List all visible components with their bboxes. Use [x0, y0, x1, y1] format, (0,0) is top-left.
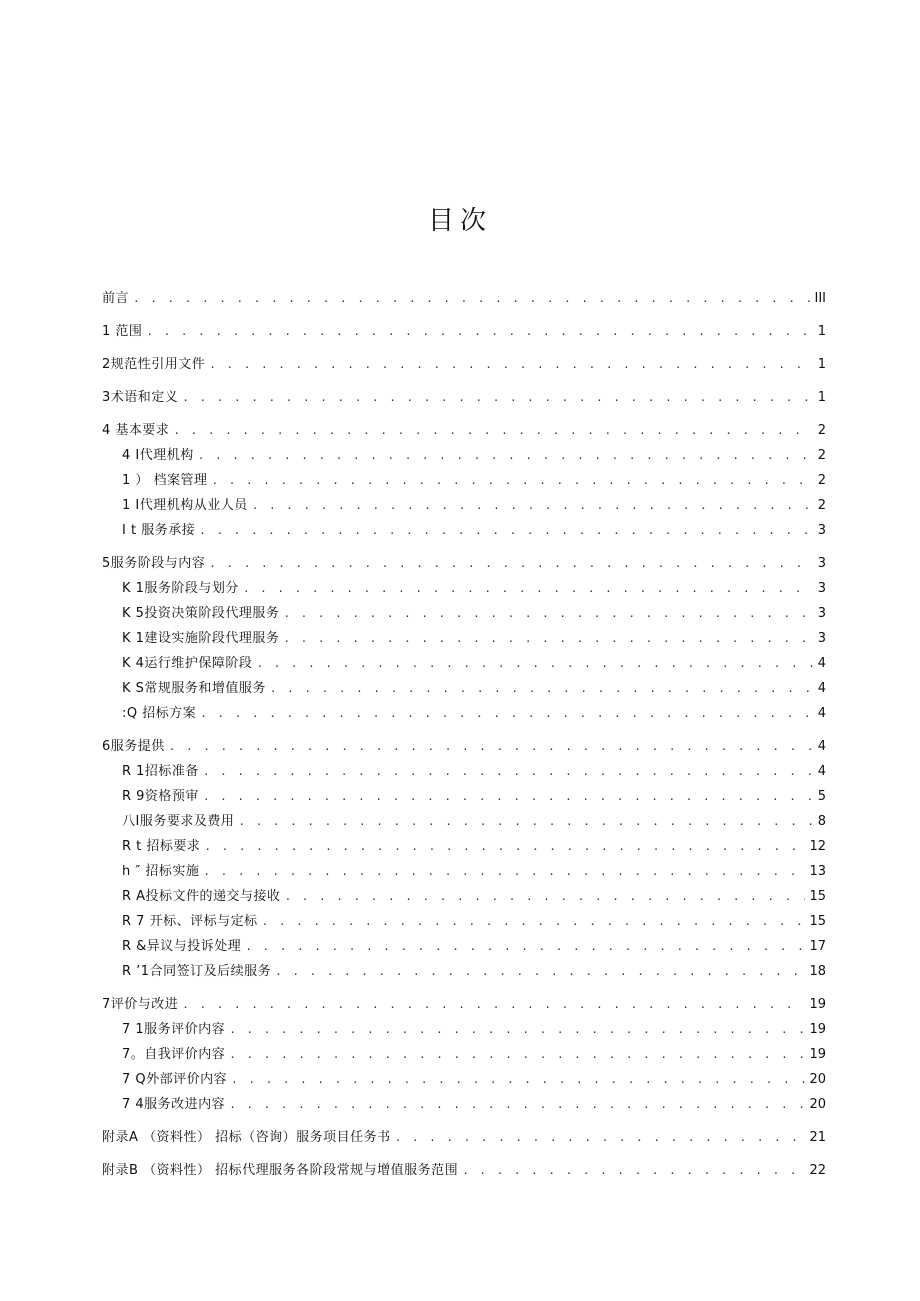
toc-entry-label: K 1服务阶段与划分 — [122, 581, 239, 596]
toc-entry-label: 4 基本要求 — [102, 423, 170, 438]
toc-page-number: 19 — [809, 1022, 826, 1037]
toc-entry-label: 1 范围 — [102, 324, 143, 339]
toc-entry[interactable] — [102, 519, 826, 544]
toc-dot-leader — [209, 358, 813, 371]
toc-page-number: 19 — [809, 1047, 826, 1062]
toc-page-number: 8 — [817, 814, 826, 829]
toc-page-number: 20 — [809, 1072, 826, 1087]
toc-entry-label: K 1建设实施阶段代理服务 — [122, 631, 280, 646]
toc-page-number: 2 — [817, 448, 826, 463]
toc-dot-leader — [229, 1048, 805, 1061]
toc-page-number: 5 — [817, 789, 826, 804]
toc-dot-leader — [283, 607, 813, 620]
toc-entry-label: 7 Q外部评价内容 — [122, 1072, 228, 1087]
toc-page-number: 3 — [817, 556, 826, 571]
toc-dot-leader — [238, 815, 813, 828]
toc-entry-label: R 9资格预审 — [122, 789, 199, 804]
toc-entry[interactable] — [102, 419, 826, 444]
toc-entry-label: 2规范性引用文件 — [102, 357, 206, 372]
toc-entry[interactable] — [102, 386, 826, 411]
toc-page-number: 2 — [817, 473, 826, 488]
toc-entry[interactable] — [102, 785, 826, 810]
toc-dot-leader — [209, 557, 813, 570]
toc-dot-leader — [395, 1131, 806, 1144]
toc-entry[interactable] — [102, 702, 826, 727]
toc-page-number: 3 — [817, 523, 826, 538]
toc-entry[interactable] — [102, 1093, 826, 1118]
toc-dot-leader — [243, 582, 814, 595]
toc-page-number: 13 — [809, 864, 826, 879]
toc-dot-leader — [203, 790, 814, 803]
toc-entry-label: 1 ） 档案管理 — [122, 473, 208, 488]
toc-entry-label: R &异议与投诉处理 — [122, 939, 242, 954]
toc-dot-leader — [169, 740, 814, 753]
toc-entry-label: 5服务阶段与内容 — [102, 556, 206, 571]
toc-page-number: 17 — [809, 939, 826, 954]
toc-entry-label: 4 I代理机构 — [122, 448, 194, 463]
toc-dot-leader — [133, 292, 810, 305]
toc-entry-label: R A投标文件的递交与接收 — [122, 889, 281, 904]
toc-entry[interactable] — [102, 469, 826, 494]
toc-entry[interactable] — [102, 494, 826, 519]
toc-page-number: 19 — [809, 997, 826, 1012]
toc-entry[interactable] — [102, 444, 826, 469]
toc-entry[interactable] — [102, 735, 826, 760]
toc-dot-leader — [182, 391, 813, 404]
toc-entry-label: R 1招标准备 — [122, 764, 199, 779]
toc-entry[interactable] — [102, 810, 826, 835]
toc-page-number: 2 — [817, 423, 826, 438]
toc-entry[interactable] — [102, 860, 826, 885]
toc-entry-label: R ’1合同签订及后续服务 — [122, 964, 272, 979]
toc-dot-leader — [198, 449, 814, 462]
toc-page-number: 1 — [817, 357, 826, 372]
toc-entry[interactable] — [102, 677, 826, 702]
toc-dot-leader — [245, 940, 805, 953]
toc-entry-label: 附录B （资料性） 招标代理服务各阶段常规与增值服务范围 — [102, 1163, 459, 1178]
toc-entry-label: 7。自我评价内容 — [122, 1047, 226, 1062]
toc-entry[interactable] — [102, 577, 826, 602]
toc-page-number: 18 — [809, 964, 826, 979]
toc-page-number: 1 — [817, 324, 826, 339]
toc-dot-leader — [173, 424, 813, 437]
toc-dot-leader — [275, 965, 805, 978]
toc-page-number: 15 — [809, 914, 826, 929]
toc-page-number: 1 — [817, 390, 826, 405]
toc-entry-label: :Q 招标方案 — [122, 706, 197, 721]
toc-entry[interactable] — [102, 652, 826, 677]
toc-entry[interactable] — [102, 993, 826, 1018]
toc-dot-leader — [462, 1164, 805, 1177]
toc-entry[interactable] — [102, 287, 826, 312]
page-title: 目次 — [427, 206, 492, 236]
toc-dot-leader — [200, 707, 813, 720]
toc-entry[interactable] — [102, 1043, 826, 1068]
toc-page-number: III — [814, 291, 826, 306]
toc-page-number: 3 — [817, 631, 826, 646]
toc-page-number: 22 — [809, 1163, 826, 1178]
toc-dot-leader — [199, 524, 814, 537]
toc-page-number: 4 — [817, 681, 826, 696]
toc-entry-label: 八I服务要求及费用 — [122, 814, 235, 829]
toc-entry-label: K 5投资决策阶段代理服务 — [122, 606, 280, 621]
toc-page-number: 15 — [809, 889, 826, 904]
toc-entry[interactable] — [102, 1068, 826, 1093]
toc-dot-leader — [212, 474, 814, 487]
toc-dot-leader — [229, 1023, 805, 1036]
toc-entry-label: K 4运行维护保障阶段 — [122, 656, 253, 671]
toc-entry[interactable] — [102, 1018, 826, 1043]
toc-entry[interactable] — [102, 760, 826, 785]
toc-dot-leader — [203, 765, 814, 778]
toc-entry[interactable] — [102, 835, 826, 860]
toc-entry[interactable] — [102, 960, 826, 985]
toc-page-number: 4 — [817, 656, 826, 671]
toc-page-number: 12 — [809, 839, 826, 854]
toc-dot-leader — [229, 1098, 805, 1111]
toc-dot-leader — [283, 632, 813, 645]
table-of-contents — [102, 287, 826, 1184]
toc-page-number: 21 — [809, 1130, 826, 1145]
toc-entry[interactable] — [102, 1159, 826, 1184]
toc-entry[interactable] — [102, 1126, 826, 1151]
toc-dot-leader — [262, 915, 806, 928]
toc-page-number: 4 — [817, 739, 826, 754]
toc-entry[interactable] — [102, 910, 826, 935]
toc-entry-label: 3术语和定义 — [102, 390, 179, 405]
toc-page-number: 2 — [817, 498, 826, 513]
toc-entry-label: h ″ 招标实施 — [122, 864, 200, 879]
toc-dot-leader — [256, 657, 813, 670]
toc-entry-label: I t 服务承接 — [122, 523, 196, 538]
toc-entry[interactable] — [102, 552, 826, 577]
toc-entry[interactable] — [102, 353, 826, 378]
toc-dot-leader — [270, 682, 814, 695]
toc-entry-label: 7 1服务评价内容 — [122, 1022, 226, 1037]
toc-entry-label: R t 招标要求 — [122, 839, 201, 854]
toc-entry-label: 附录A （资料性） 招标（咨询）服务项目任务书 — [102, 1130, 391, 1145]
toc-entry-label: 前言 — [102, 291, 130, 306]
toc-dot-leader — [146, 325, 813, 338]
toc-entry[interactable] — [102, 627, 826, 652]
toc-entry-label: R 7 开标、评标与定标 — [122, 914, 258, 929]
toc-entry-label: 6服务提供 — [102, 739, 165, 754]
toc-dot-leader — [204, 840, 805, 853]
toc-page-number: 20 — [809, 1097, 826, 1112]
toc-dot-leader — [203, 865, 805, 878]
toc-page-number: 4 — [817, 706, 826, 721]
toc-entry[interactable] — [102, 885, 826, 910]
toc-dot-leader — [285, 890, 806, 903]
toc-dot-leader — [252, 499, 814, 512]
toc-page-number: 4 — [817, 764, 826, 779]
toc-entry-label: 7评价与改进 — [102, 997, 179, 1012]
toc-entry-label: 7 4服务改进内容 — [122, 1097, 226, 1112]
toc-entry[interactable] — [102, 320, 826, 345]
toc-page-number: 3 — [817, 581, 826, 596]
toc-dot-leader — [182, 998, 805, 1011]
toc-dot-leader — [231, 1073, 805, 1086]
toc-page-number: 3 — [817, 606, 826, 621]
toc-entry-label: K S常规服务和增值服务 — [122, 681, 266, 696]
toc-entry-label: 1 I代理机构从业人员 — [122, 498, 248, 513]
toc-entry[interactable] — [102, 935, 826, 960]
toc-entry[interactable] — [102, 602, 826, 627]
